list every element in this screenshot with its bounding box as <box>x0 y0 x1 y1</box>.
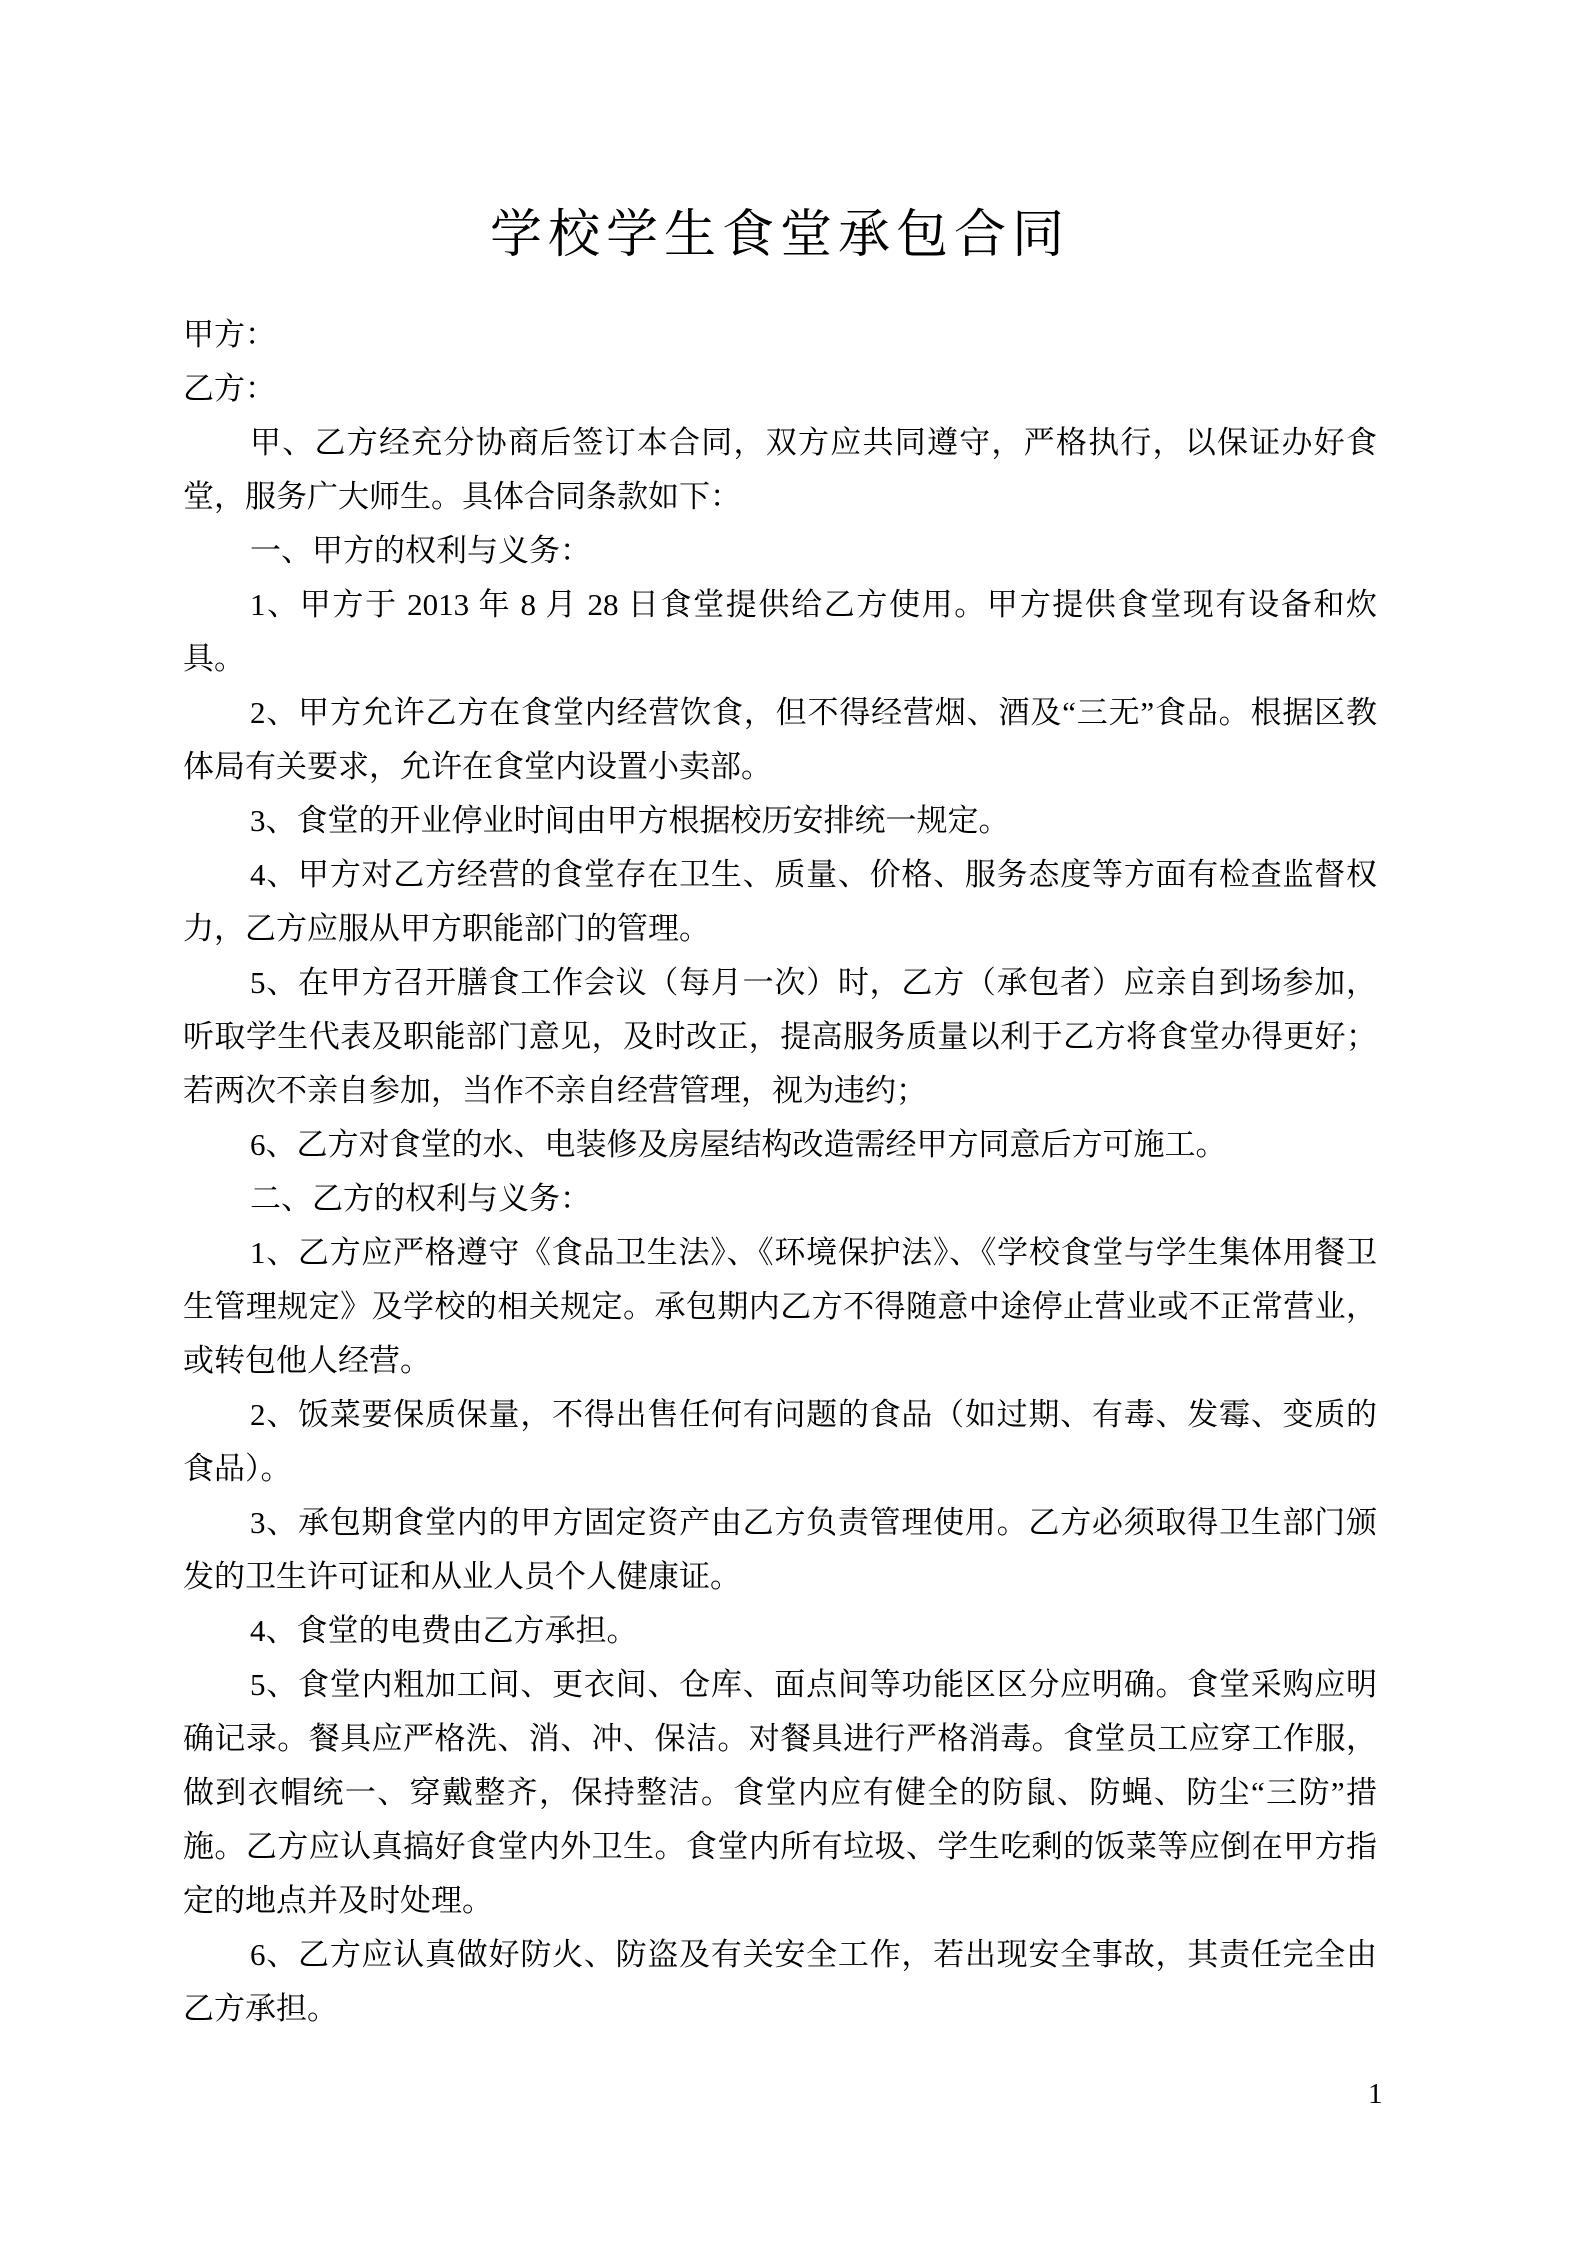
section-2-heading: 二、乙方的权利与义务： <box>250 1181 591 1216</box>
clause-1-4: 4、甲方对乙方经营的食堂存在卫生、质量、价格、服务态度等方面有检查监督权力，乙方应服从甲方职能部门的管理。 <box>183 857 1377 946</box>
page-number: 1 <box>1368 2078 1383 2110</box>
clause-1-1: 1、甲方于 2013 年 8 月 28 日食堂提供给乙方使用。甲方提供食堂现有设备和炊具。 <box>183 587 1377 676</box>
clause-2-4: 4、食堂的电费由乙方承担。 <box>250 1613 638 1648</box>
party-b-line: 乙方： <box>183 371 276 406</box>
clause-2-2: 2、饭菜要保质保量，不得出售任何有问题的食品（如过期、有毒、发霉、变质的食品）。 <box>183 1397 1377 1486</box>
clause-2-6: 6、乙方应认真做好防火、防盗及有关安全工作，若出现安全事故，其责任完全由乙方承担。 <box>183 1937 1377 2026</box>
document-title: 学校学生食堂承包合同 <box>489 207 1070 264</box>
section-1-heading: 一、甲方的权利与义务： <box>250 533 591 568</box>
clause-1-2: 2、甲方允许乙方在食堂内经营饮食，但不得经营烟、酒及“三无”食品。根据区教体局有关要求，允许在食堂内设置小卖部。 <box>183 695 1377 784</box>
preamble-paragraph: 甲、乙方经充分协商后签订本合同，双方应共同遵守，严格执行，以保证办好食堂，服务广大师生。具体合同条款如下： <box>183 425 1377 514</box>
clause-1-6: 6、乙方对食堂的水、电装修及房屋结构改造需经甲方同意后方可施工。 <box>250 1127 1227 1162</box>
clause-2-5: 5、食堂内粗加工间、更衣间、仓库、面点间等功能区区分应明确。食堂采购应明确记录。餐具应严格洗、消、冲、保洁。对餐具进行严格消毒。食堂员工应穿工作服，做到衣帽统一、穿戴整齐，保持整洁。食堂内应有健全的防鼠、防蝇、防尘“三防”措施。乙方应认真搞好食堂内外卫生。食堂内所有垃圾、学生吃剩的饭菜等应倒在甲方指定的地点并及时处理。 <box>183 1667 1377 1918</box>
clause-1-5: 5、在甲方召开膳食工作会议（每月一次）时，乙方（承包者）应亲自到场参加，听取学生代表及职能部门意见，及时改正，提高服务质量以利于乙方将食堂办得更好；若两次不亲自参加，当作不亲自经营管理，视为违约； <box>183 965 1377 1108</box>
clause-2-3: 3、承包期食堂内的甲方固定资产由乙方负责管理使用。乙方必须取得卫生部门颁发的卫生许可证和从业人员个人健康证。 <box>183 1505 1377 1594</box>
clause-2-1: 1、乙方应严格遵守《食品卫生法》、《环境保护法》、《学校食堂与学生集体用餐卫生管理规定》及学校的相关规定。承包期内乙方不得随意中途停止营业或不正常营业，或转包他人经营。 <box>183 1235 1377 1378</box>
clause-1-3: 3、食堂的开业停业时间由甲方根据校历安排统一规定。 <box>250 803 1010 838</box>
document-body <box>183 308 1377 2036</box>
party-a-line: 甲方： <box>183 317 276 352</box>
